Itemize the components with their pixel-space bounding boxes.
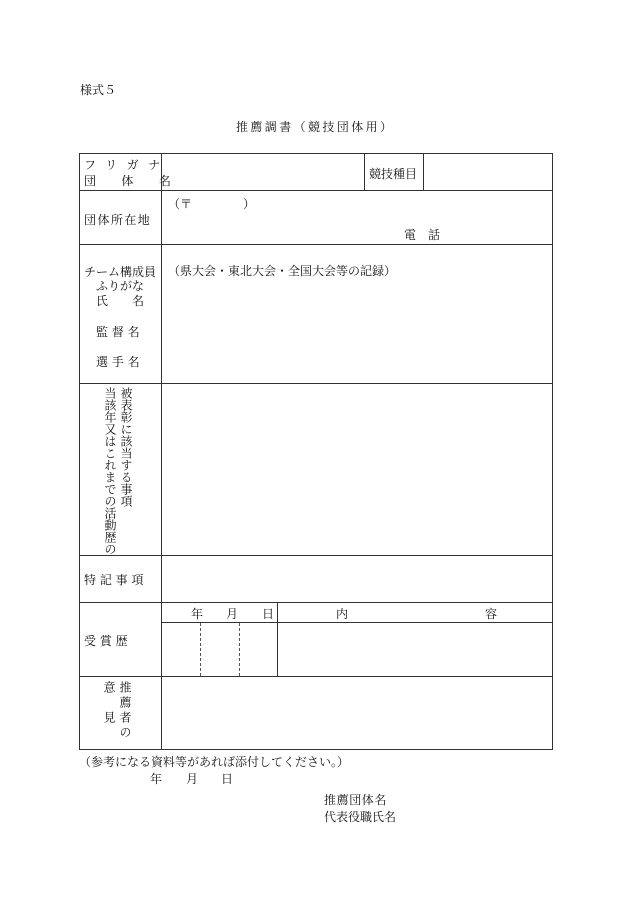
furigana-label: フリガナ [84,158,170,172]
furigana-lower-label: ふりがな [96,279,145,293]
row-separator [79,555,553,556]
coach-label: 監 督 名 [96,325,140,339]
date-year: 年 [150,772,163,786]
record-note: （県大会・東北大会・全国大会等の記録） [168,264,397,278]
phone-label: 電 話 [404,228,441,242]
name-label: 氏 名 [96,294,145,308]
row-separator [79,676,553,677]
history-label-col-2: 当該年又はこれまでの活動歴の [103,387,117,555]
postal-mark: （〒 [168,197,193,211]
event-label-divider [364,153,365,190]
award-content-header-1: 内 [336,607,349,621]
award-month-header: 月 [226,607,239,621]
award-year-month-dash [200,623,201,676]
date-day: 日 [221,772,234,786]
opinion-label-col-1: 推薦者の [118,681,132,741]
award-content-header-2: 容 [485,607,498,621]
row-separator [79,244,553,245]
form-number: 様式５ [80,83,117,97]
table-border-top [79,153,553,154]
table-border-left [79,153,80,750]
label-column-divider [161,153,162,750]
award-date-content-divider [277,602,278,676]
history-label-col-1: 被表彰に該当する事項 [119,387,133,507]
award-label: 受 賞 歴 [84,634,128,648]
team-name-label: 団 体 名 [84,174,182,188]
award-month-day-dash [239,623,240,676]
row-separator [79,190,553,191]
page-title: 推薦調書（競技団体用） [236,120,395,134]
date-month: 月 [186,772,199,786]
event-value-divider [423,153,424,190]
players-label: 選 手 名 [96,355,140,369]
opinion-label-col-2: 意 見 [102,681,116,726]
postal-close: ） [243,197,256,211]
address-label: 団体所在地 [84,213,152,227]
team-members-label: チーム構成員 [84,265,157,279]
table-border-right [552,153,553,750]
representative-label: 代表役職氏名 [324,810,397,824]
award-year-header: 年 [191,607,204,621]
event-label: 競技種目 [369,167,418,181]
recommending-org-label: 推薦団体名 [324,793,388,807]
attachment-note: （参考になる資料等があれば添付してください。） [79,755,350,769]
table-border-bottom [79,749,553,750]
row-separator [79,383,553,384]
remarks-label: 特 記 事 項 [84,573,144,587]
row-separator [79,602,553,603]
award-day-header: 日 [262,607,275,621]
award-header-separator [161,622,553,623]
